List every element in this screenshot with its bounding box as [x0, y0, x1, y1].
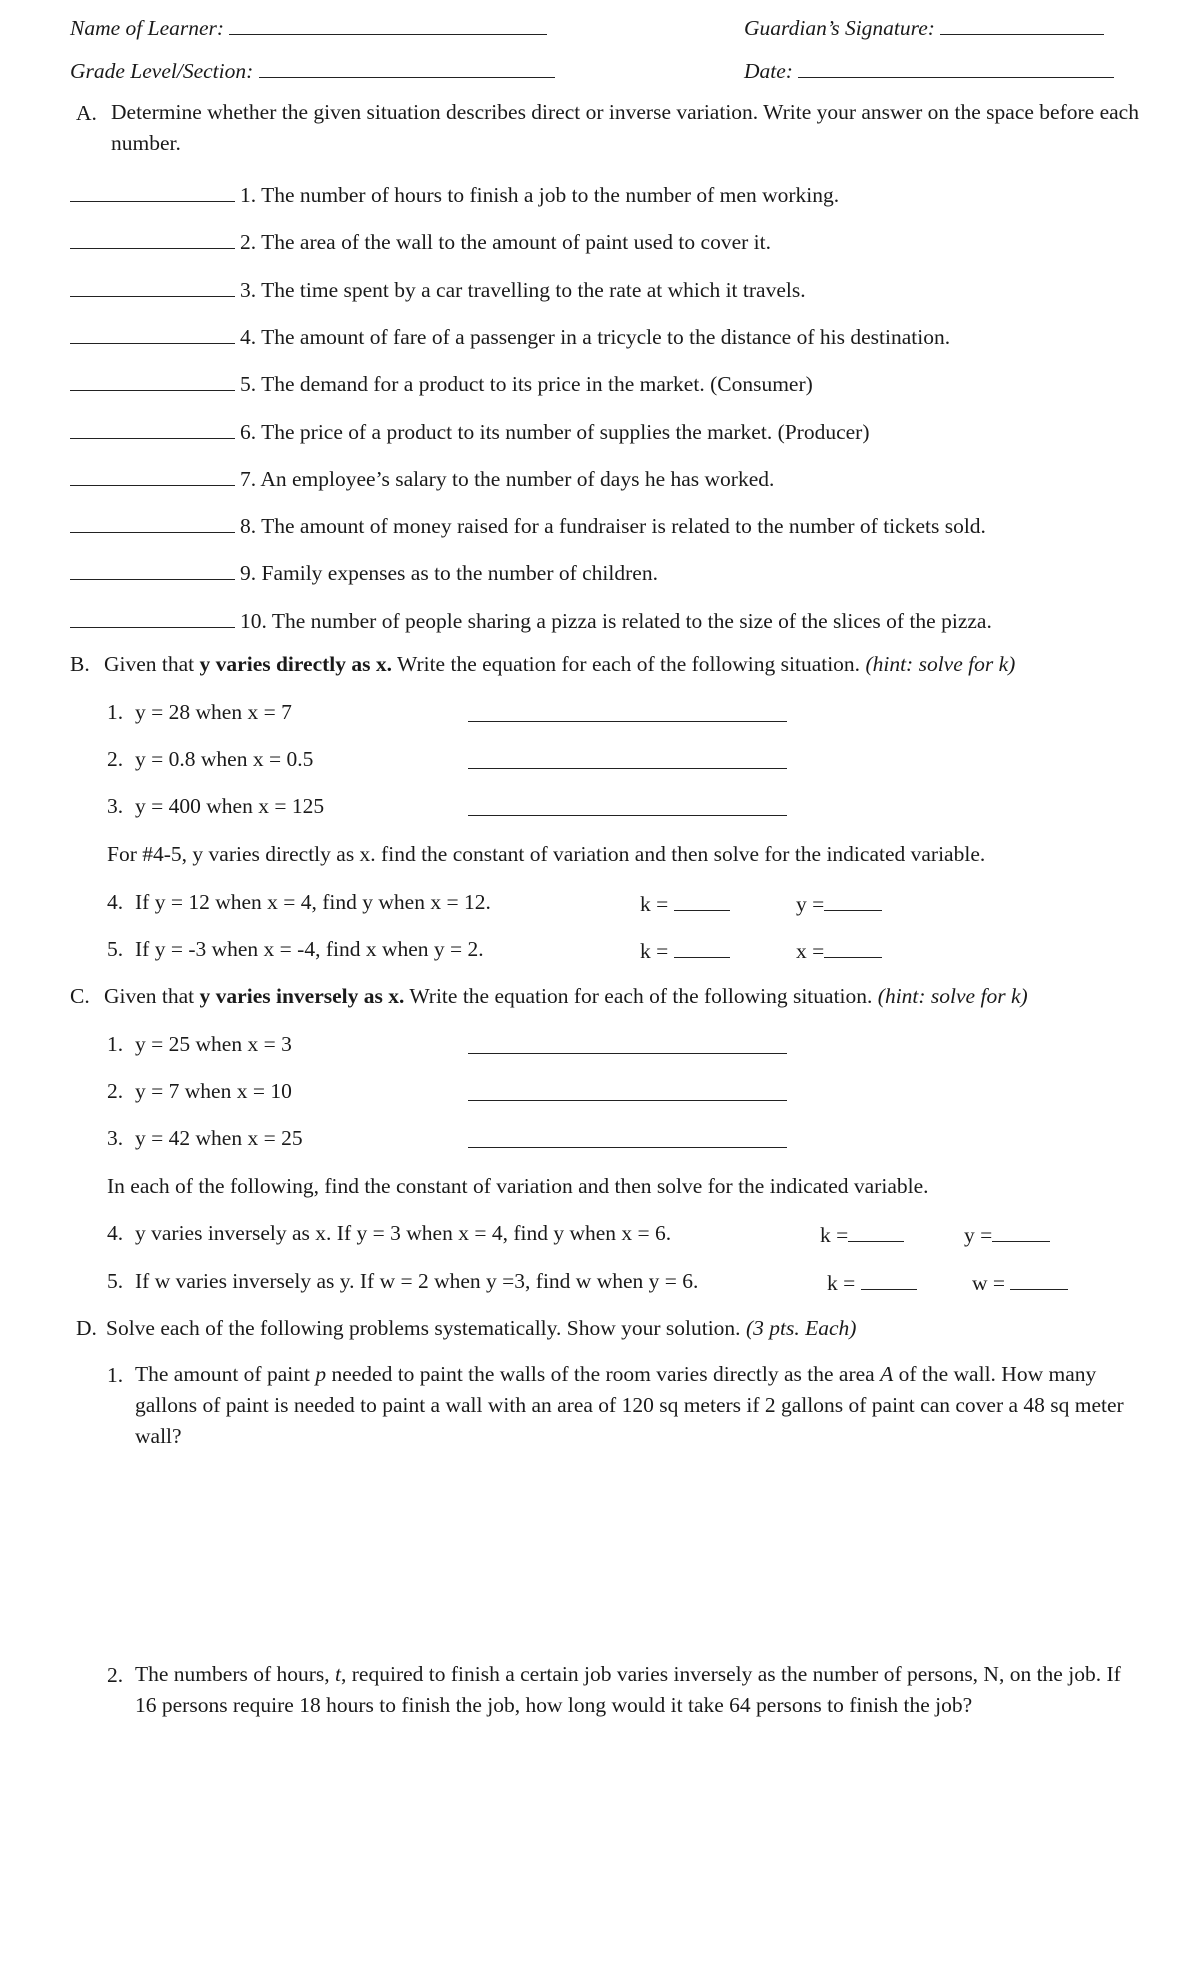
- name-label: Name of Learner:: [70, 14, 547, 41]
- answer-blank[interactable]: [70, 418, 235, 439]
- grade-label: Grade Level/Section:: [70, 57, 555, 84]
- b-item-2-text: y = 0.8 when x = 0.5: [135, 747, 314, 771]
- section-d-letter: D.: [76, 1316, 97, 1340]
- section-a-item: [70, 323, 950, 350]
- b-item-2-num: 2.: [107, 747, 124, 771]
- b-item-4-text: If y = 12 when x = 4, find y when x = 12.: [135, 890, 491, 914]
- b-item-4-var-answer[interactable]: [824, 890, 882, 911]
- b-item-1-answer[interactable]: [468, 701, 787, 722]
- c-item-5-var: w =: [972, 1269, 1068, 1296]
- d-problem-2-num: 2.: [107, 1663, 124, 1687]
- c-item-1-num: 1.: [107, 1032, 124, 1056]
- item-text: 3. The time spent by a car travelling to the rate at which it travels.: [240, 277, 806, 302]
- section-a-item: [70, 276, 806, 303]
- b-item-3-answer[interactable]: [468, 795, 787, 816]
- c-item-4-num: 4.: [107, 1221, 124, 1245]
- item-text: 8. The amount of money raised for a fundraiser is related to the number of tickets sold.: [240, 514, 986, 539]
- c-item-2-num: 2.: [107, 1079, 124, 1103]
- b-sub-instruction: For #4-5, y varies directly as x. find the constant of variation and then solve for the indicated variable.: [107, 842, 986, 866]
- signature-field[interactable]: [940, 14, 1104, 35]
- c-item-4-k-answer[interactable]: [848, 1221, 904, 1242]
- section-a-item: [70, 512, 986, 539]
- answer-blank[interactable]: [70, 512, 235, 533]
- section-a-letter: A.: [76, 101, 97, 125]
- d-problem-1-num: 1.: [107, 1363, 124, 1387]
- answer-blank[interactable]: [70, 559, 235, 580]
- b-item-1-num: 1.: [107, 700, 124, 724]
- d-problem-2-text: The numbers of hours, t, required to finish a certain job varies inversely as the number of persons, N, on the job. If 16 persons require 18 hours to finish the job, how long would it take 64 persons to finish the job?: [135, 1662, 1121, 1717]
- answer-blank[interactable]: [70, 323, 235, 344]
- c-item-4-k: k =: [820, 1221, 904, 1248]
- c-item-1-answer[interactable]: [468, 1033, 787, 1054]
- b-item-5-k: k =: [640, 937, 730, 964]
- section-a-item: [70, 559, 658, 586]
- b-item-3-text: y = 400 when x = 125: [135, 794, 325, 818]
- c-item-5-num: 5.: [107, 1269, 124, 1293]
- section-a-item: [70, 607, 992, 634]
- b-item-5-num: 5.: [107, 937, 124, 961]
- answer-blank[interactable]: [70, 228, 235, 249]
- name-field[interactable]: [229, 14, 547, 35]
- section-a-item: [70, 181, 839, 208]
- b-item-4-num: 4.: [107, 890, 124, 914]
- b-item-2-answer[interactable]: [468, 748, 787, 769]
- section-b-letter: B.: [70, 652, 90, 676]
- c-item-2-answer[interactable]: [468, 1080, 787, 1101]
- item-text: 6. The price of a product to its number of supplies the market. (Producer): [240, 419, 870, 444]
- section-a-item: [70, 370, 813, 397]
- answer-blank[interactable]: [70, 276, 235, 297]
- answer-blank[interactable]: [70, 465, 235, 486]
- d-problem-1-text: The amount of paint p needed to paint the walls of the room varies directly as the area A of the wall. How many gallons of paint is needed to paint a wall with an area of 120 sq meters if 2 gallons of paint can cover a 48 sq meter wall?: [135, 1362, 1124, 1448]
- c-item-3-num: 3.: [107, 1126, 124, 1150]
- section-b-intro: Given that y varies directly as x. Write the equation for each of the following situation. (hint: solve for k): [104, 652, 1016, 676]
- b-item-3-num: 3.: [107, 794, 124, 818]
- date-field[interactable]: [798, 57, 1114, 78]
- b-item-5-text: If y = -3 when x = -4, find x when y = 2.: [135, 937, 484, 961]
- item-text: 2. The area of the wall to the amount of paint used to cover it.: [240, 230, 771, 255]
- c-item-1-text: y = 25 when x = 3: [135, 1032, 292, 1056]
- c-item-4-text: y varies inversely as x. If y = 3 when x = 4, find y when x = 6.: [135, 1221, 672, 1245]
- item-text: 4. The amount of fare of a passenger in a tricycle to the distance of his destination.: [240, 324, 951, 349]
- c-item-3-text: y = 42 when x = 25: [135, 1126, 303, 1150]
- item-text: 9. Family expenses as to the number of children.: [240, 561, 658, 586]
- b-item-1-text: y = 28 when x = 7: [135, 700, 292, 724]
- c-item-5-k-answer[interactable]: [861, 1269, 917, 1290]
- answer-blank[interactable]: [70, 370, 235, 391]
- b-item-4-k: k =: [640, 890, 730, 917]
- section-c-letter: C.: [70, 984, 90, 1008]
- item-text: 10. The number of people sharing a pizza is related to the size of the slices of the pizza.: [240, 608, 992, 633]
- b-item-5-var-answer[interactable]: [824, 937, 882, 958]
- b-item-4-var: y =: [796, 890, 882, 917]
- b-item-5-k-answer[interactable]: [674, 937, 730, 958]
- c-item-4-var-answer[interactable]: [992, 1221, 1050, 1242]
- c-item-5-text: If w varies inversely as y. If w = 2 when y =3, find w when y = 6.: [135, 1269, 699, 1293]
- section-a-item: [70, 418, 870, 445]
- c-item-4-var: y =: [964, 1221, 1050, 1248]
- d-problem-2-solution-area[interactable]: [135, 1760, 1135, 1950]
- b-item-5-var: x =: [796, 937, 882, 964]
- c-sub-instruction: In each of the following, find the constant of variation and then solve for the indicated variable.: [107, 1174, 929, 1198]
- grade-field[interactable]: [259, 57, 555, 78]
- section-a-item: [70, 228, 771, 255]
- section-a-item: [70, 465, 774, 492]
- answer-blank[interactable]: [70, 607, 235, 628]
- c-item-3-answer[interactable]: [468, 1127, 787, 1148]
- signature-label: Guardian’s Signature:: [744, 14, 1104, 41]
- c-item-5-k: k =: [827, 1269, 917, 1296]
- b-item-4-k-answer[interactable]: [674, 890, 730, 911]
- c-item-5-var-answer[interactable]: [1010, 1269, 1068, 1290]
- section-c-intro: Given that y varies inversely as x. Write the equation for each of the following situation. (hint: solve for k): [104, 984, 1028, 1008]
- answer-blank[interactable]: [70, 181, 235, 202]
- date-label: Date:: [744, 57, 1114, 84]
- c-item-2-text: y = 7 when x = 10: [135, 1079, 292, 1103]
- item-text: 7. An employee’s salary to the number of days he has worked.: [240, 466, 775, 491]
- section-a-instruction: Determine whether the given situation describes direct or inverse variation. Write your answer on the space before each number.: [111, 100, 1139, 155]
- item-text: 5. The demand for a product to its price in the market. (Consumer): [240, 372, 813, 397]
- section-d-instruction: Solve each of the following problems systematically. Show your solution. (3 pts. Each): [106, 1316, 857, 1340]
- item-text: 1. The number of hours to finish a job to the number of men working.: [240, 183, 840, 207]
- d-problem-1-solution-area[interactable]: [135, 1460, 1135, 1650]
